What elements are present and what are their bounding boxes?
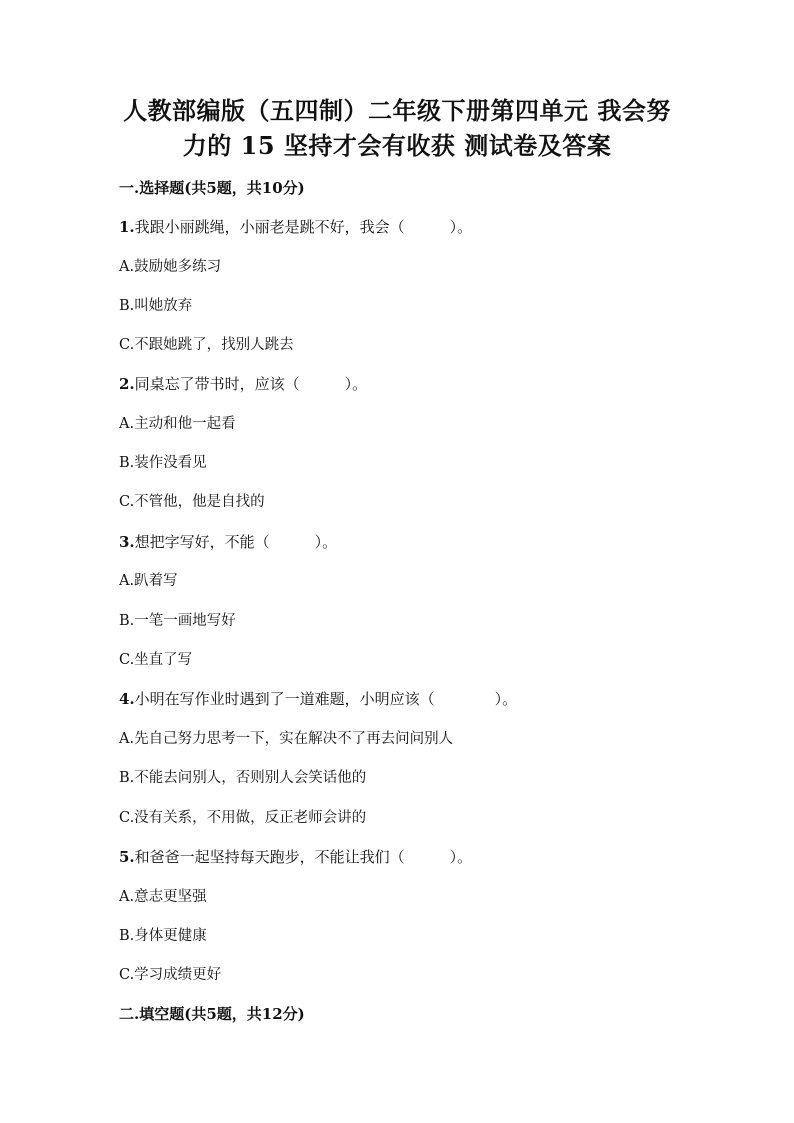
question-number: 5. <box>119 848 135 866</box>
document-title-line-2: 力的 15 坚持才会有收获 测试卷及答案 <box>182 131 612 160</box>
question-3-option-b: B.一笔一画地写好 <box>119 613 236 629</box>
question-3-option-c: C.坐直了写 <box>119 652 193 668</box>
question-1-option-c: C.不跟她跳了，找别人跳去 <box>119 337 294 353</box>
question-1 <box>119 217 472 237</box>
question-5-option-b: B.身体更健康 <box>119 928 207 944</box>
question-3-option-a: A.趴着写 <box>119 573 178 589</box>
question-4-option-a: A.先自己努力思考一下，实在解决不了再去问问别人 <box>119 731 454 747</box>
question-5-option-a: A.意志更坚强 <box>119 889 207 905</box>
question-5-option-c: C.学习成绩更好 <box>119 967 222 983</box>
question-1-option-b: B.叫她放弃 <box>119 298 193 314</box>
question-number: 2. <box>119 375 135 393</box>
document-title-line-1: 人教部编版（五四制）二年级下册第四单元 我会努 <box>123 96 671 125</box>
question-text: 和爸爸一起坚持每天跑步，不能让我们（ ）。 <box>134 848 473 866</box>
question-5 <box>119 847 472 867</box>
question-text: 同桌忘了带书时，应该（ ）。 <box>134 375 368 393</box>
question-2-option-b: B.装作没看见 <box>119 455 207 471</box>
question-4-option-b: B.不能去问别人，否则别人会笑话他的 <box>119 770 367 786</box>
question-text: 想把字写好，不能（ ）。 <box>134 533 338 551</box>
question-number: 3. <box>119 533 135 551</box>
question-text: 我跟小丽跳绳，小丽老是跳不好，我会（ ）。 <box>134 218 473 236</box>
question-3 <box>119 532 337 552</box>
question-2-option-c: C.不管他，他是自找的 <box>119 494 265 510</box>
section-heading-fill-in-blank: 二.填空题(共5题，共12分) <box>119 1005 305 1023</box>
question-text: 小明在写作业时遇到了一道难题，小明应该（ ）。 <box>134 690 518 708</box>
question-4 <box>119 689 517 709</box>
question-1-option-a: A.鼓励她多练习 <box>119 259 222 275</box>
question-4-option-c: C.没有关系，不用做，反正老师会讲的 <box>119 810 367 826</box>
question-number: 4. <box>119 690 135 708</box>
question-number: 1. <box>119 218 135 236</box>
question-2 <box>119 374 367 394</box>
section-heading-multiple-choice: 一.选择题(共5题，共10分) <box>119 179 305 197</box>
question-2-option-a: A.主动和他一起看 <box>119 416 236 432</box>
